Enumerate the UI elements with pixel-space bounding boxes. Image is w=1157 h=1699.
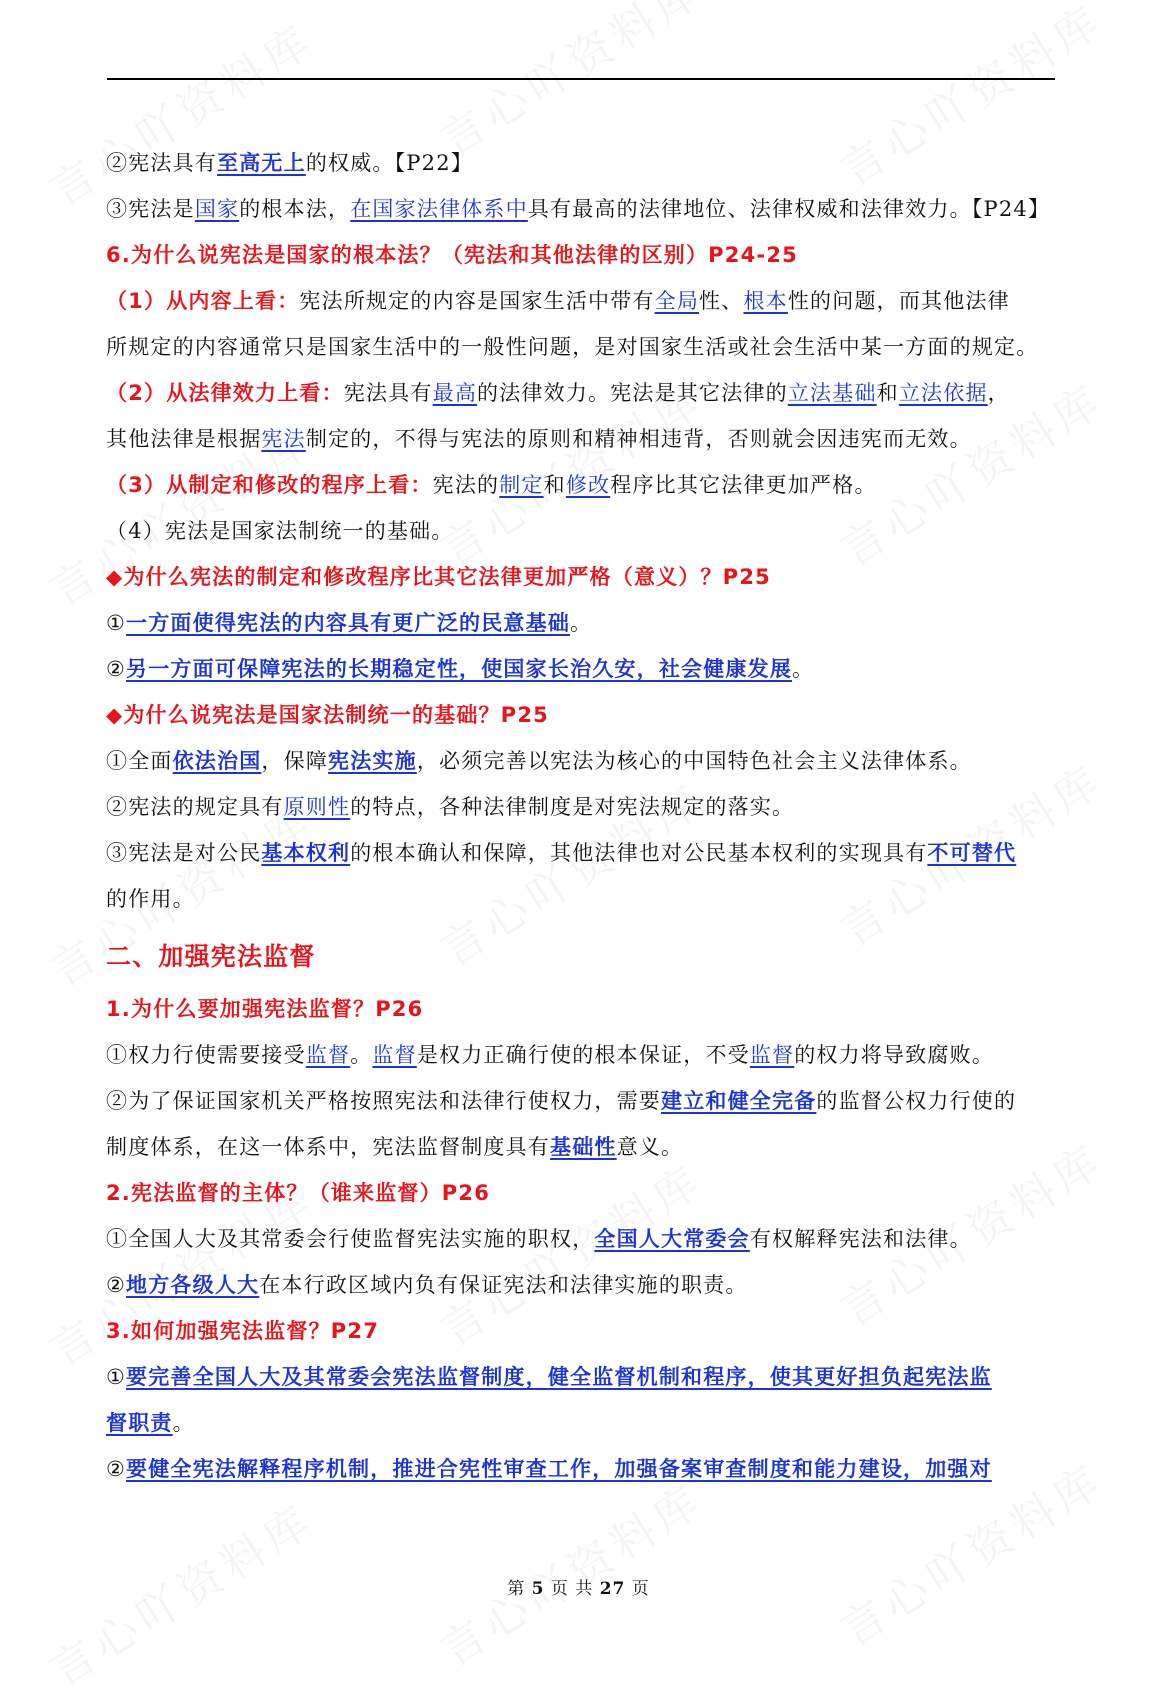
body-text: ② — [106, 1273, 127, 1297]
red-heading-text: （1）从内容上看： — [106, 289, 300, 313]
red-heading-text: ◆为什么宪法的制定和修改程序比其它法律更加严格（意义）？P25 — [106, 565, 771, 589]
text-line — [106, 646, 1061, 692]
text-line — [106, 1308, 1061, 1354]
body-text: 和 — [876, 381, 899, 405]
key-term: 另一方面可保障宪法的长期稳定性，使国家长治久安，社会健康发展 — [126, 656, 793, 681]
text-line — [106, 186, 1061, 232]
red-heading-text: 1.为什么要加强宪法监督？P26 — [106, 997, 424, 1021]
text-line — [106, 784, 1061, 830]
text-line — [106, 1354, 1061, 1400]
text-line — [106, 1216, 1061, 1262]
key-term: 监督 — [372, 1043, 417, 1067]
body-text: 性、 — [699, 289, 744, 313]
text-line — [106, 324, 1061, 370]
key-term: 最高 — [432, 381, 478, 405]
red-heading-text: 二、加强宪法监督 — [106, 942, 316, 971]
text-line — [106, 692, 1061, 738]
body-text: ② — [106, 1457, 127, 1481]
body-text: ， — [987, 381, 1010, 405]
key-term: 监督 — [305, 1043, 351, 1067]
body-text: ①全面 — [106, 749, 173, 773]
key-term: 宪法 — [261, 427, 306, 451]
red-heading-text: ◆为什么说宪法是国家法制统一的基础？P25 — [106, 703, 549, 727]
text-line — [106, 140, 1061, 186]
body-text: （4）宪法是国家法制统一的基础。 — [106, 519, 454, 543]
body-text: ②为了保证国家机关严格按照宪法和法律行使权力，需要 — [106, 1089, 661, 1113]
key-term: 至高无上 — [217, 150, 306, 175]
body-text: 。 — [792, 657, 815, 681]
red-heading-text: 2.宪法监督的主体？（谁来监督）P26 — [106, 1181, 491, 1205]
text-line — [106, 1124, 1061, 1170]
red-heading-text: （3）从制定和修改的程序上看： — [106, 473, 433, 497]
text-line — [106, 554, 1061, 600]
text-line — [106, 232, 1061, 278]
body-text: 的根本确认和保障，其他法律也对公民基本权利的实现具有 — [350, 841, 928, 865]
text-line — [106, 1032, 1061, 1078]
body-text: 性的问题，而其他法律 — [787, 289, 1010, 313]
body-text: ③宪法是对公民 — [106, 841, 262, 865]
body-text: 宪法所规定的内容是国家生活中带有 — [299, 289, 655, 313]
key-term: 建立和健全完备 — [661, 1088, 817, 1113]
footer-middle: 页 共 — [550, 1579, 594, 1599]
body-text: ② — [106, 657, 127, 681]
body-text: 其他法律是根据 — [106, 427, 262, 451]
body-text: ，必须完善以宪法为核心的中国特色社会主义法律体系。 — [416, 749, 972, 773]
text-line — [106, 370, 1061, 416]
key-term: 基础性 — [550, 1134, 617, 1159]
text-line — [106, 462, 1061, 508]
total-page-count: 27 — [599, 1579, 626, 1599]
text-line — [106, 876, 1061, 922]
key-term: 原则性 — [283, 795, 351, 819]
key-term: 不可替代 — [927, 840, 1017, 865]
body-text: ③宪法是 — [106, 197, 195, 221]
key-term: 地方各级人大 — [126, 1272, 260, 1297]
watermark-text — [426, 1465, 714, 1678]
key-term: 宪法实施 — [328, 748, 417, 773]
body-text: 的监督公权力行使的 — [816, 1089, 1017, 1113]
body-text: 具有最高的法律地位、法律权威和法律效力。【P24】 — [527, 197, 1051, 221]
text-line — [106, 600, 1061, 646]
red-heading-text: 3.如何加强宪法监督？P27 — [106, 1319, 380, 1343]
body-text: 。 — [570, 611, 593, 635]
key-term: 依法治国 — [172, 748, 262, 773]
body-text: 的作用。 — [106, 887, 195, 911]
body-text: ①权力行使需要接受 — [106, 1043, 306, 1067]
body-text: 和 — [543, 473, 566, 497]
key-term: 要健全宪法解释程序机制，推进合宪性审查工作，加强备案审查制度和能力建设，加强对 — [126, 1456, 992, 1481]
key-term: 立法基础 — [787, 381, 877, 405]
body-text: 是权力正确行使的根本保证，不受 — [416, 1043, 750, 1067]
body-text: 。 — [350, 1043, 373, 1067]
footer-prefix: 第 — [507, 1579, 526, 1599]
body-text: 的权力将导致腐败。 — [794, 1043, 995, 1067]
key-term: 制定 — [499, 473, 544, 497]
text-line — [106, 1446, 1061, 1492]
body-text: ① — [106, 611, 127, 635]
key-term: 修改 — [565, 473, 611, 497]
body-text: 意义。 — [616, 1135, 684, 1159]
body-text: 制定的，不得与宪法的原则和精神相违背，否则就会因违宪而无效。 — [305, 427, 972, 451]
key-term: 在国家法律体系中 — [350, 197, 528, 221]
key-term: 督职责 — [106, 1410, 173, 1435]
key-term: 一方面使得宪法的内容具有更广泛的民意基础 — [126, 610, 571, 635]
body-text: 制度体系，在这一体系中，宪法监督制度具有 — [106, 1135, 550, 1159]
body-text: ① — [106, 1365, 127, 1389]
footer-suffix: 页 — [631, 1579, 650, 1599]
text-line — [106, 738, 1061, 784]
body-text: ，保障 — [261, 749, 329, 773]
body-text: 程序比其它法律更加严格。 — [610, 473, 877, 497]
body-text: ①全国人大及其常委会行使监督宪法实施的职权， — [106, 1227, 595, 1251]
key-term: 要完善全国人大及其常委会宪法监督制度，健全监督机制和程序，使其更好担负起宪法监 — [126, 1364, 992, 1389]
body-text: 的权威。【P22】 — [305, 151, 473, 175]
key-term: 基本权利 — [261, 840, 351, 865]
body-text: 有权解释宪法和法律。 — [749, 1227, 972, 1251]
key-term: 全局 — [654, 289, 700, 313]
red-heading-text: 6.为什么说宪法是国家的根本法？（宪法和其他法律的区别）P24-25 — [106, 243, 798, 267]
key-term: 监督 — [749, 1043, 795, 1067]
body-text: 。 — [172, 1411, 195, 1435]
key-term: 立法依据 — [898, 381, 988, 405]
body-text: 的特点，各种法律制度是对宪法规定的落实。 — [350, 795, 795, 819]
body-text: 宪法的 — [432, 473, 500, 497]
key-term: 国家 — [194, 197, 240, 221]
text-line — [106, 508, 1061, 554]
text-line — [106, 416, 1061, 462]
text-line — [106, 1262, 1061, 1308]
current-page-number: 5 — [531, 1579, 545, 1599]
section-heading — [106, 922, 1061, 986]
body-text: 宪法具有 — [343, 381, 433, 405]
red-heading-text: （2）从法律效力上看： — [106, 381, 344, 405]
body-text: ②宪法的规定具有 — [106, 795, 284, 819]
text-line — [106, 1078, 1061, 1124]
text-line — [106, 278, 1061, 324]
body-text: 的根本法， — [239, 197, 351, 221]
text-line — [106, 1400, 1061, 1446]
text-line — [106, 1170, 1061, 1216]
key-term: 全国人大常委会 — [594, 1226, 750, 1251]
body-text: 所规定的内容通常只是国家生活中的一般性问题，是对国家生活或社会生活中某一方面的规定。 — [106, 335, 1039, 359]
body-text: 的法律效力。宪法是其它法律的 — [477, 381, 788, 405]
key-term: 根本 — [743, 289, 788, 313]
page-footer — [0, 1574, 1157, 1599]
header-rule — [107, 78, 1055, 80]
body-text: 在本行政区域内负有保证宪法和法律实施的职责。 — [259, 1273, 748, 1297]
body-text: ②宪法具有 — [106, 151, 217, 175]
text-line — [106, 830, 1061, 876]
text-line — [106, 986, 1061, 1032]
page-content — [106, 140, 1061, 1492]
